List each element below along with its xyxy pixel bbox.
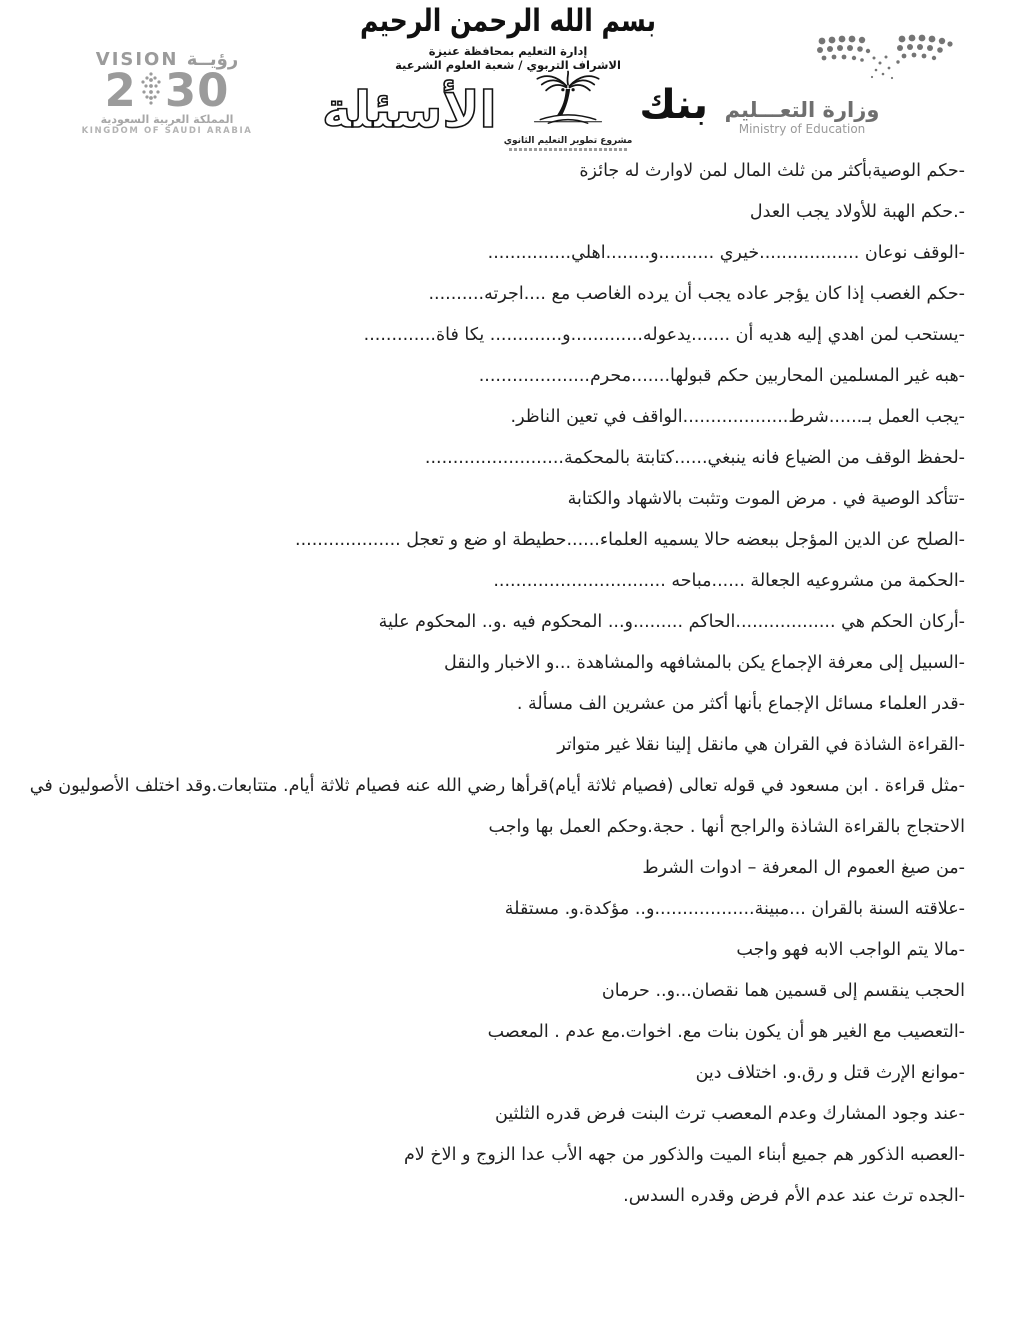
question-line: -من صيغ العموم ال المعرفة – ادوات الشرط bbox=[642, 858, 965, 878]
question-line: -مثل قراءة . ابن مسعود في قوله تعالى (فصيام ثلاثة أيام)قرأها رضي الله عنه فصيام ثلاثة أيام. متتابعات.وقد اختلف الأصوليون في الاحتجاج بالقراءة الشاذة والراجح أنها . حجة.وحكم العمل بها واجب bbox=[29, 776, 965, 837]
question-line: -يجب العمل بـ......شرط...................الواقف في تعين الناظر. bbox=[510, 407, 965, 427]
question-line: -السبيل إلى معرفة الإجماع يكن بالمشافهه والمشاهدة ...و الاخبار والنقل bbox=[443, 653, 965, 673]
vision-2030-emblem-icon bbox=[138, 70, 164, 112]
question-line: -لحفظ الوقف من الضياع فانه ينبغي......كتابتة بالمحكمة......................... bbox=[424, 448, 965, 468]
question-line: -القراءة الشاذة في القران هي مانقل إلينا نقلا غير متواتر bbox=[557, 735, 965, 755]
department-line-2: الاشراف التربوي / شعبة العلوم الشرعية bbox=[395, 58, 621, 72]
vision-year-suffix: 30 bbox=[164, 64, 230, 117]
ministry-of-education-logo bbox=[712, 32, 972, 137]
question-line: -هبه غير المسلمين المحاربين حكم قبولها.......محرم.................... bbox=[478, 366, 965, 386]
vision-year-prefix: 2 bbox=[104, 64, 137, 117]
title-word-right: بنك bbox=[639, 82, 708, 128]
question-line: -الحكمة من مشروعيه الجعالة ......مباحه ............................... bbox=[493, 571, 965, 591]
question-line: -الوقف نوعان ..................خيري ..........و........اهلي............... bbox=[487, 243, 965, 263]
question-line: -يستحب لمن اهدي إليه هديه أن .......يدعوله.............و............. يكا فاة............. bbox=[363, 325, 965, 345]
vision-country-arabic: المملكة العربية السعودية bbox=[100, 113, 234, 126]
question-line: -حكم الوصيةبأكثر من ثلث المال لمن لاوارث له جائزة bbox=[579, 161, 965, 181]
question-line: -تتأكد الوصية في . مرض الموت وتثبت بالاشهاد والكتابة bbox=[567, 489, 965, 509]
question-line: -مالا يتم الواجب الابه فهو واجب bbox=[736, 940, 965, 960]
page-title bbox=[322, 70, 708, 150]
question-list bbox=[15, 151, 965, 1217]
question-line: -العصبه الذكور هم جميع أبناء الميت والذكور من جهه الأب عدا الزوج و الاخ لام bbox=[403, 1145, 965, 1165]
moe-palm-dots-icon bbox=[712, 32, 972, 88]
bismillah-calligraphy: بسم الله الرحمن الرحيم bbox=[360, 2, 656, 39]
document-header bbox=[318, 2, 698, 72]
vision-country-english: KINGDOM OF SAUDI ARABIA bbox=[81, 126, 253, 136]
moe-name-english: Ministry of Education bbox=[738, 122, 866, 136]
vision-2030-logo bbox=[72, 50, 262, 137]
moe-name-arabic: وزارة التعـــليم bbox=[724, 98, 880, 122]
department-line-1: إدارة التعليم بمحافظة عنيزة bbox=[428, 44, 588, 58]
question-line: -قدر العلماء مسائل الإجماع بأنها أكثر من عشرين الف مسألة . bbox=[516, 694, 965, 714]
question-line: -حكم الغصب إذا كان يؤجر عاده يجب أن يرده الغاصب مع ....اجرته.......... bbox=[428, 284, 965, 304]
question-line: -.حكم الهبة للأولاد يجب العدل bbox=[749, 202, 965, 222]
project-caption: مشروع تطوير التعليم الثانوي bbox=[503, 135, 633, 146]
vision-2030-year bbox=[72, 64, 262, 117]
question-line: -علاقته السنة بالقران ...مبينة..................و.. مؤكدة.و. مستقلة bbox=[504, 899, 965, 919]
palm-tree-icon bbox=[508, 70, 628, 136]
question-line: -الجده ترث عند عدم الأم فرض وقدره السدس. bbox=[623, 1186, 965, 1206]
vision-2030-wordmark: VISION رؤيــة bbox=[95, 49, 239, 70]
question-line: -التعصيب مع الغير هو أن يكون بنات مع. اخوات.مع عدم . المعصب bbox=[487, 1022, 965, 1042]
project-logo bbox=[500, 70, 636, 151]
question-line: -عند وجود المشارك وعدم المعصب ترث البنت فرض قدره الثلثين bbox=[495, 1104, 965, 1124]
question-line: -موانع الإرث قتل و رق.و. اختلاف دين bbox=[695, 1063, 965, 1083]
question-line: -أركان الحكم هي ..................الحاكم .........و... المحكوم فيه .و.. المحكوم علية bbox=[378, 612, 965, 632]
question-line: -الصلح عن الدين المؤجل ببعضه حالا يسميه العلماء......حطيطة او ضع و تعجل ................... bbox=[295, 530, 965, 550]
question-line: الحجب ينقسم إلى قسمين هما نقصان...و.. حرمان bbox=[601, 981, 965, 1001]
title-word-left: الأسئلة bbox=[322, 81, 497, 139]
